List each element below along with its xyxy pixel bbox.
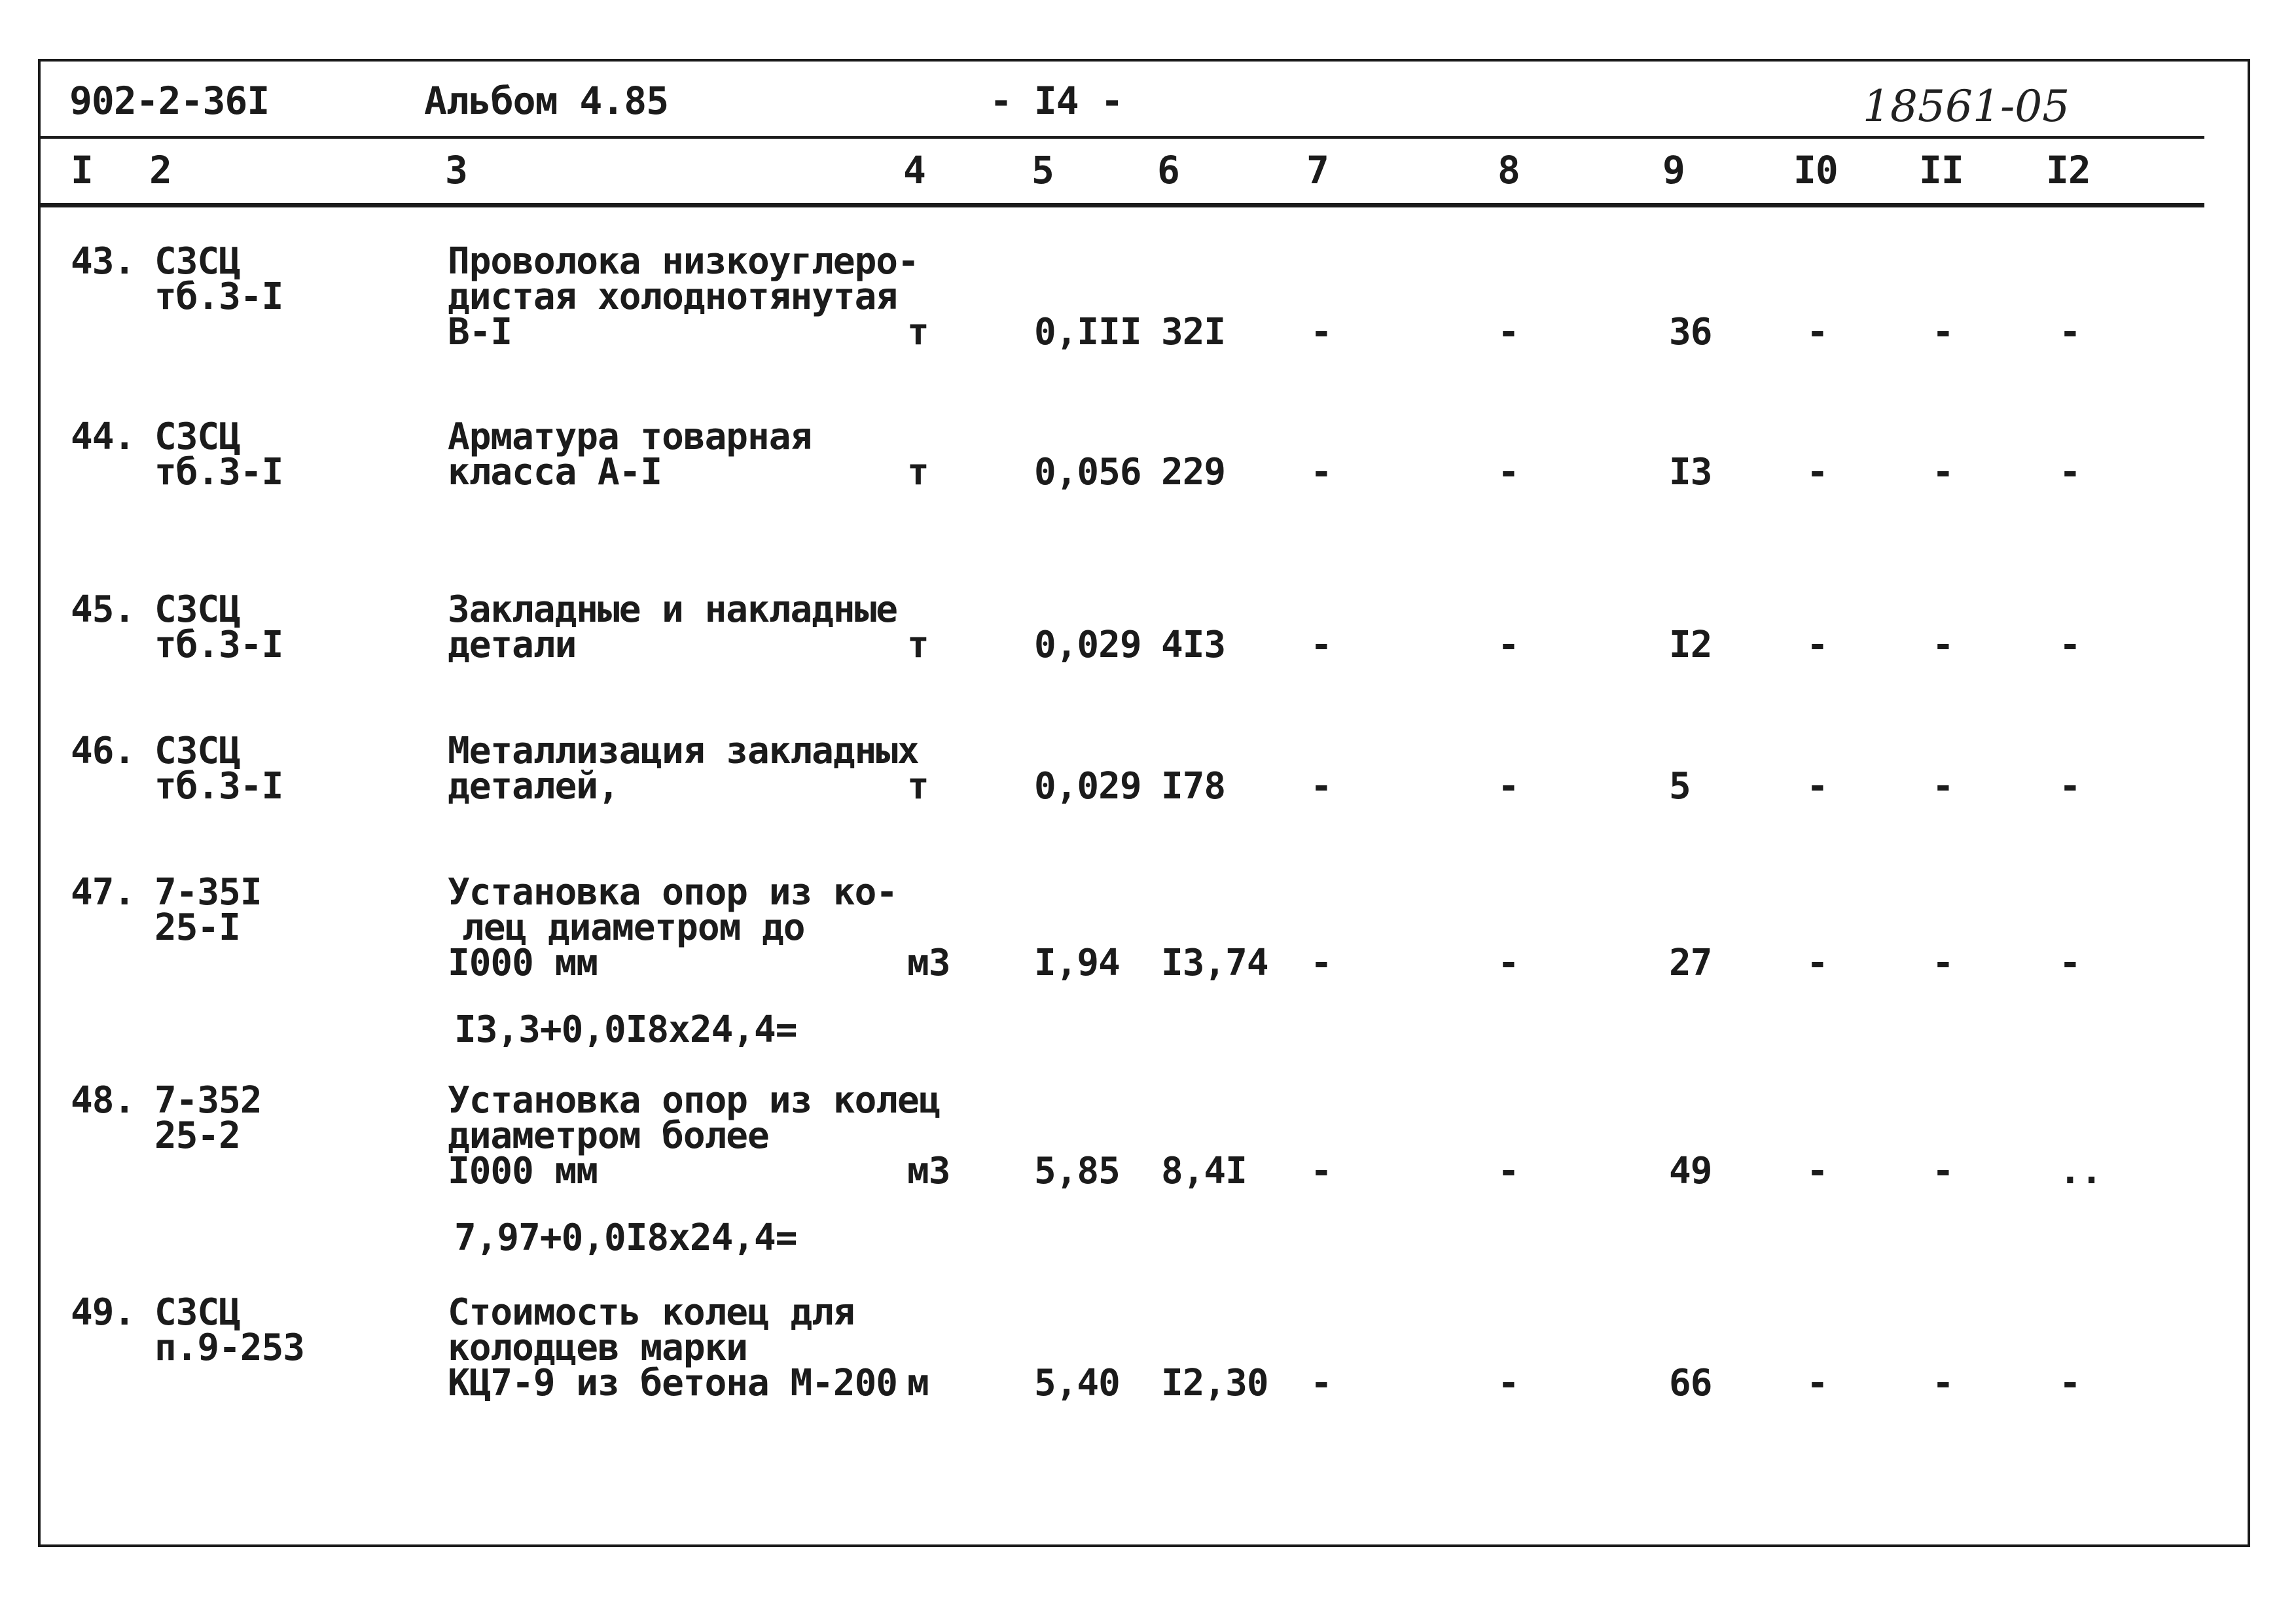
row-code: СЗСЦ bbox=[154, 416, 240, 458]
column-header-rule bbox=[38, 203, 2204, 207]
cell-unit: м3 bbox=[907, 1150, 950, 1192]
row-description: Металлизация закладных bbox=[448, 730, 919, 772]
column-header: 2 bbox=[149, 148, 171, 192]
row-description: деталей, bbox=[448, 765, 619, 808]
column-header: 5 bbox=[1031, 148, 1054, 192]
column-header: 8 bbox=[1498, 148, 1520, 192]
handwritten-reference: 18561-05 bbox=[1863, 81, 2070, 132]
row-number: 46. bbox=[71, 730, 135, 772]
row-description: класса А-I bbox=[448, 451, 662, 493]
cell-c11: - bbox=[1932, 311, 1954, 353]
row-description: КЦ7-9 из бетона М-200 bbox=[448, 1362, 898, 1404]
cell-unit: т bbox=[907, 451, 929, 493]
row-description: I000 мм bbox=[448, 1150, 598, 1192]
row-number: 43. bbox=[71, 240, 135, 283]
row-code: СЗСЦ bbox=[154, 588, 240, 631]
column-header: 7 bbox=[1306, 148, 1329, 192]
row-code: СЗСЦ bbox=[154, 1291, 240, 1334]
row-description: I000 мм bbox=[448, 942, 598, 984]
cell-unit: т bbox=[907, 624, 929, 666]
row-description: Установка опор из ко- bbox=[448, 871, 898, 914]
row-code: п.9-253 bbox=[154, 1327, 305, 1369]
cell-c7: - bbox=[1310, 1362, 1332, 1404]
cell-unit: т bbox=[907, 311, 929, 353]
row-description: Стоимость колец для bbox=[448, 1291, 855, 1334]
column-header: 4 bbox=[903, 148, 925, 192]
column-header: I0 bbox=[1793, 148, 1838, 192]
cell-c12: - bbox=[2059, 942, 2081, 984]
cell-c7: - bbox=[1310, 311, 1332, 353]
row-description: диаметром более bbox=[448, 1115, 769, 1157]
row-code: тб.3-I bbox=[154, 765, 283, 808]
page-number: - I4 - bbox=[990, 79, 1123, 123]
column-header: I bbox=[71, 148, 93, 192]
cell-c5: 0,III bbox=[1034, 311, 1141, 353]
cell-c6: I2,30 bbox=[1161, 1362, 1268, 1404]
row-number: 49. bbox=[71, 1291, 135, 1334]
cell-c10: - bbox=[1806, 765, 1828, 808]
cell-c6: 8,4I bbox=[1161, 1150, 1247, 1192]
row-description: Закладные и накладные bbox=[448, 588, 898, 631]
cell-c8: - bbox=[1498, 624, 1519, 666]
column-header: I2 bbox=[2046, 148, 2090, 192]
row-formula: 7,97+0,0I8x24,4= bbox=[454, 1217, 797, 1259]
row-code: 25-I bbox=[154, 906, 240, 949]
row-description: Проволока низкоуглеро- bbox=[448, 240, 919, 283]
row-code: 7-352 bbox=[154, 1079, 262, 1122]
cell-c12: - bbox=[2059, 311, 2081, 353]
cell-c11: - bbox=[1932, 451, 1954, 493]
cell-c8: - bbox=[1498, 311, 1519, 353]
cell-c12: - bbox=[2059, 624, 2081, 666]
cell-c5: 0,056 bbox=[1034, 451, 1141, 493]
row-description: Установка опор из колец bbox=[448, 1079, 941, 1122]
row-description: детали bbox=[448, 624, 577, 666]
cell-c11: - bbox=[1932, 765, 1954, 808]
cell-c6: 4I3 bbox=[1161, 624, 1226, 666]
cell-c7: - bbox=[1310, 942, 1332, 984]
row-formula: I3,3+0,0I8x24,4= bbox=[454, 1008, 797, 1051]
cell-c5: 0,029 bbox=[1034, 765, 1141, 808]
row-code: 7-35I bbox=[154, 871, 262, 914]
cell-c9: I2 bbox=[1669, 624, 1712, 666]
project-code: 902-2-36I bbox=[69, 79, 270, 123]
cell-c9: 66 bbox=[1669, 1362, 1712, 1404]
cell-c6: 229 bbox=[1161, 451, 1226, 493]
row-description: колодцев марки bbox=[448, 1327, 748, 1369]
cell-c5: 0,029 bbox=[1034, 624, 1141, 666]
row-description: лец диаметром до bbox=[462, 906, 805, 949]
cell-c9: 36 bbox=[1669, 311, 1712, 353]
row-number: 45. bbox=[71, 588, 135, 631]
cell-c6: 32I bbox=[1161, 311, 1226, 353]
cell-c7: - bbox=[1310, 765, 1332, 808]
row-code: тб.3-I bbox=[154, 451, 283, 493]
cell-c10: - bbox=[1806, 1150, 1828, 1192]
cell-c8: - bbox=[1498, 942, 1519, 984]
cell-c11: - bbox=[1932, 1150, 1954, 1192]
cell-c12: - bbox=[2059, 451, 2081, 493]
cell-c5: 5,40 bbox=[1034, 1362, 1120, 1404]
cell-c10: - bbox=[1806, 1362, 1828, 1404]
cell-c12: .. bbox=[2059, 1150, 2102, 1192]
cell-c10: - bbox=[1806, 624, 1828, 666]
row-description: дистая холоднотянутая bbox=[448, 276, 898, 318]
cell-c12: - bbox=[2059, 765, 2081, 808]
header-rule bbox=[38, 136, 2204, 139]
cell-c6: I3,74 bbox=[1161, 942, 1268, 984]
cell-unit: м bbox=[907, 1362, 929, 1404]
cell-c8: - bbox=[1498, 451, 1519, 493]
cell-c5: I,94 bbox=[1034, 942, 1120, 984]
cell-c9: 27 bbox=[1669, 942, 1712, 984]
page-frame bbox=[38, 59, 2250, 1547]
row-code: 25-2 bbox=[154, 1115, 240, 1157]
row-code: тб.3-I bbox=[154, 276, 283, 318]
cell-c7: - bbox=[1310, 451, 1332, 493]
column-header: 9 bbox=[1662, 148, 1685, 192]
row-description: В-I bbox=[448, 311, 512, 353]
cell-c7: - bbox=[1310, 624, 1332, 666]
cell-c11: - bbox=[1932, 624, 1954, 666]
cell-c10: - bbox=[1806, 311, 1828, 353]
column-header: 3 bbox=[445, 148, 467, 192]
cell-c6: I78 bbox=[1161, 765, 1226, 808]
cell-c12: - bbox=[2059, 1362, 2081, 1404]
cell-c11: - bbox=[1932, 942, 1954, 984]
cell-unit: т bbox=[907, 765, 929, 808]
cell-c11: - bbox=[1932, 1362, 1954, 1404]
cell-c10: - bbox=[1806, 451, 1828, 493]
row-description: Арматура товарная bbox=[448, 416, 812, 458]
cell-c9: 5 bbox=[1669, 765, 1691, 808]
row-code: СЗСЦ bbox=[154, 240, 240, 283]
column-header: 6 bbox=[1157, 148, 1179, 192]
album-label: Альбом 4.85 bbox=[424, 79, 669, 123]
cell-c10: - bbox=[1806, 942, 1828, 984]
row-number: 44. bbox=[71, 416, 135, 458]
row-number: 48. bbox=[71, 1079, 135, 1122]
column-header: II bbox=[1919, 148, 1964, 192]
cell-c7: - bbox=[1310, 1150, 1332, 1192]
row-code: тб.3-I bbox=[154, 624, 283, 666]
cell-c8: - bbox=[1498, 765, 1519, 808]
cell-unit: м3 bbox=[907, 942, 950, 984]
cell-c5: 5,85 bbox=[1034, 1150, 1120, 1192]
cell-c9: 49 bbox=[1669, 1150, 1712, 1192]
cell-c8: - bbox=[1498, 1150, 1519, 1192]
row-code: СЗСЦ bbox=[154, 730, 240, 772]
cell-c9: I3 bbox=[1669, 451, 1712, 493]
cell-c8: - bbox=[1498, 1362, 1519, 1404]
row-number: 47. bbox=[71, 871, 135, 914]
